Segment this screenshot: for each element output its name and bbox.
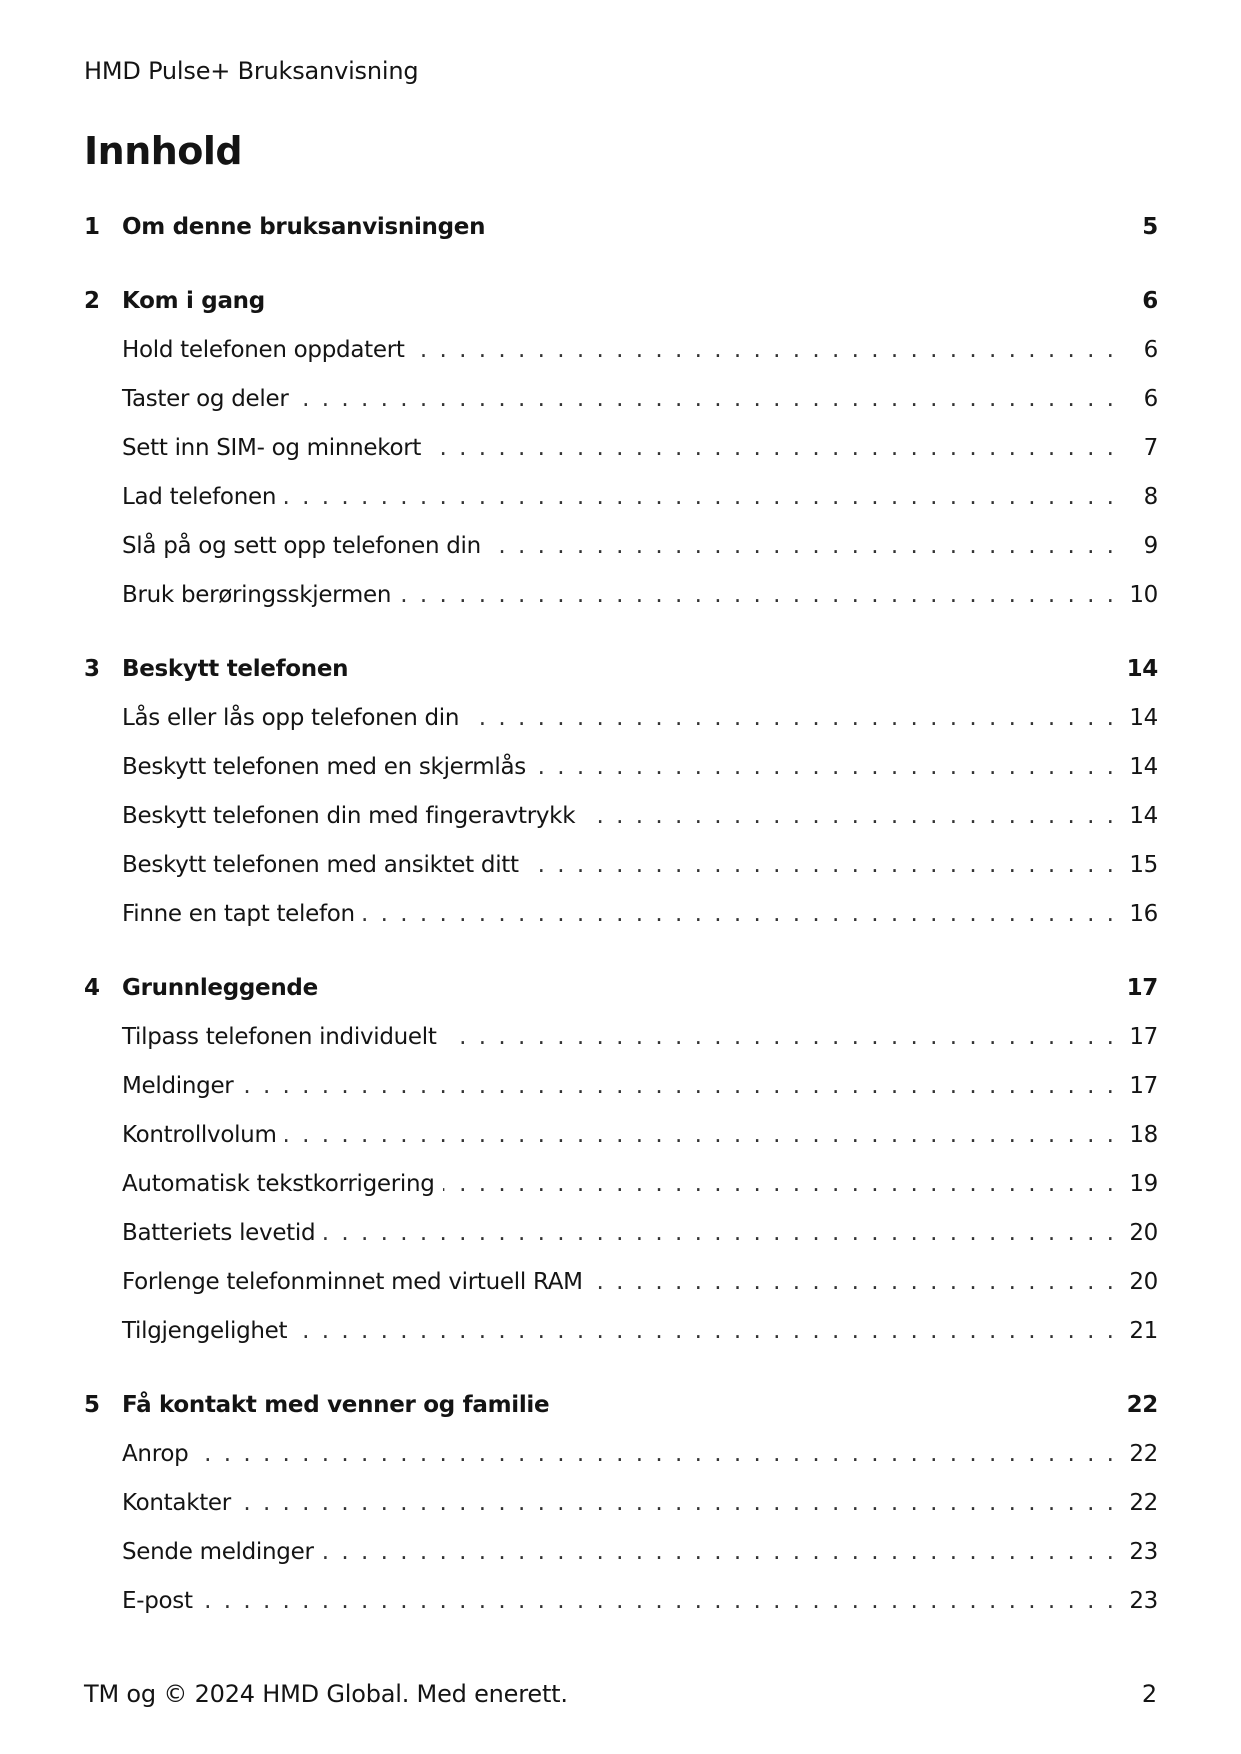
- entry-title: Finne en tapt telefon: [122, 901, 355, 927]
- entry-page-number: 14: [1129, 705, 1158, 731]
- entry-page-number: 9: [1143, 533, 1158, 559]
- entry-title: Kontakter: [122, 1490, 231, 1516]
- entry-title: Taster og deler: [122, 386, 289, 412]
- entry-title: Beskytt telefonen med en skjermlås: [122, 754, 526, 780]
- toc-chapter-section: [84, 656, 1158, 950]
- chapter-title: Få kontakt med venner og familie: [122, 1392, 550, 1418]
- entry-page-number: 16: [1129, 901, 1158, 927]
- chapter-number: 1: [84, 214, 100, 240]
- dot-leader: [527, 852, 1114, 878]
- entry-page-number: 6: [1143, 386, 1158, 412]
- entry-page-number: 23: [1129, 1588, 1158, 1614]
- dot-leader: [196, 1441, 1114, 1467]
- dot-leader: [399, 582, 1114, 608]
- entry-title: Beskytt telefonen din med fingeravtrykk: [122, 803, 576, 829]
- chapter-number: 3: [84, 656, 100, 682]
- entry-title: Tilpass telefonen individuelt: [122, 1024, 437, 1050]
- entry-title: Tilgjengelighet: [122, 1318, 288, 1344]
- dot-leader: [284, 484, 1114, 510]
- dot-leader: [363, 901, 1114, 927]
- chapter-title: Grunnleggende: [122, 975, 318, 1001]
- toc-entry-row[interactable]: [84, 705, 1158, 754]
- entry-title: E-post: [122, 1588, 193, 1614]
- entry-title: Sett inn SIM- og minnekort: [122, 435, 422, 461]
- dot-leader: [445, 1024, 1114, 1050]
- chapter-number: 2: [84, 288, 100, 314]
- running-header: HMD Pulse+ Bruksanvisning: [84, 57, 419, 85]
- toc-entry-row[interactable]: [84, 754, 1158, 803]
- entry-page-number: 22: [1129, 1441, 1158, 1467]
- page-footer: [84, 1679, 1157, 1709]
- entry-title: Hold telefonen oppdatert: [122, 337, 405, 363]
- entry-page-number: 18: [1129, 1122, 1158, 1148]
- toc-entry-row[interactable]: [84, 1220, 1158, 1269]
- entry-page-number: 14: [1129, 754, 1158, 780]
- entry-page-number: 8: [1143, 484, 1158, 510]
- chapter-page-number: 14: [1126, 656, 1158, 682]
- entry-page-number: 17: [1129, 1073, 1158, 1099]
- entry-page-number: 20: [1129, 1220, 1158, 1246]
- entry-title: Forlenge telefonminnet med virtuell RAM: [122, 1269, 583, 1295]
- toc-chapter-row[interactable]: [84, 288, 1158, 337]
- toc-chapter-section: [84, 214, 1158, 263]
- toc-entry-row[interactable]: [84, 1318, 1158, 1367]
- chapter-page-number: 5: [1142, 214, 1158, 240]
- page-number: 2: [1141, 1680, 1157, 1708]
- toc-entry-row[interactable]: [84, 386, 1158, 435]
- entry-title: Lås eller lås opp telefonen din: [122, 705, 460, 731]
- toc-entry-row[interactable]: [84, 1490, 1158, 1539]
- dot-leader: [285, 1122, 1114, 1148]
- entry-page-number: 20: [1129, 1269, 1158, 1295]
- dot-leader: [239, 1490, 1114, 1516]
- dot-leader: [443, 1171, 1114, 1197]
- entry-page-number: 22: [1129, 1490, 1158, 1516]
- dot-leader: [583, 803, 1114, 829]
- entry-page-number: 15: [1129, 852, 1158, 878]
- toc-entry-row[interactable]: [84, 1539, 1158, 1588]
- toc-chapter-section: [84, 975, 1158, 1367]
- toc-chapter-section: [84, 1392, 1158, 1637]
- entry-page-number: 17: [1129, 1024, 1158, 1050]
- dot-leader: [413, 337, 1114, 363]
- copyright-text: TM og © 2024 HMD Global. Med enerett.: [84, 1680, 568, 1708]
- entry-title: Sende meldinger: [122, 1539, 314, 1565]
- dot-leader: [241, 1073, 1114, 1099]
- toc-entry-row[interactable]: [84, 852, 1158, 901]
- toc-entry-row[interactable]: [84, 1588, 1158, 1637]
- toc-entry-row[interactable]: [84, 1073, 1158, 1122]
- toc-entry-row[interactable]: [84, 1269, 1158, 1318]
- table-of-contents: [84, 214, 1158, 1662]
- entry-page-number: 19: [1129, 1171, 1158, 1197]
- entry-page-number: 21: [1129, 1318, 1158, 1344]
- chapter-title: Om denne bruksanvisningen: [122, 214, 486, 240]
- entry-title: Meldinger: [122, 1073, 234, 1099]
- dot-leader: [591, 1269, 1114, 1295]
- entry-title: Anrop: [122, 1441, 189, 1467]
- chapter-page-number: 17: [1126, 975, 1158, 1001]
- chapter-number: 5: [84, 1392, 100, 1418]
- chapter-title: Beskytt telefonen: [122, 656, 349, 682]
- chapter-page-number: 6: [1142, 288, 1158, 314]
- entry-title: Automatisk tekstkorrigering: [122, 1171, 435, 1197]
- toc-entry-row[interactable]: [84, 1171, 1158, 1220]
- toc-entry-row[interactable]: [84, 533, 1158, 582]
- entry-page-number: 14: [1129, 803, 1158, 829]
- dot-leader: [534, 754, 1114, 780]
- entry-title: Batteriets levetid: [122, 1220, 316, 1246]
- toc-entry-row[interactable]: [84, 582, 1158, 631]
- chapter-page-number: 22: [1126, 1392, 1158, 1418]
- toc-entry-row[interactable]: [84, 901, 1158, 950]
- toc-entry-row[interactable]: [84, 337, 1158, 386]
- dot-leader: [322, 1539, 1114, 1565]
- dot-leader: [489, 533, 1114, 559]
- chapter-title: Kom i gang: [122, 288, 265, 314]
- toc-entry-row[interactable]: [84, 1441, 1158, 1490]
- entry-title: Kontrollvolum: [122, 1122, 277, 1148]
- dot-leader: [296, 386, 1114, 412]
- toc-entry-row[interactable]: [84, 1122, 1158, 1171]
- dot-leader: [295, 1318, 1114, 1344]
- entry-title: Lad telefonen: [122, 484, 277, 510]
- entry-title: Slå på og sett opp telefonen din: [122, 533, 481, 559]
- chapter-number: 4: [84, 975, 100, 1001]
- toc-chapter-row[interactable]: [84, 975, 1158, 1024]
- entry-title: Bruk berøringsskjermen: [122, 582, 392, 608]
- toc-entry-row[interactable]: [84, 1024, 1158, 1073]
- toc-entry-row[interactable]: [84, 435, 1158, 484]
- entry-title: Beskytt telefonen med ansiktet ditt: [122, 852, 519, 878]
- toc-chapter-row[interactable]: [84, 214, 1158, 263]
- entry-page-number: 7: [1143, 435, 1158, 461]
- dot-leader: [429, 435, 1114, 461]
- toc-entry-row[interactable]: [84, 484, 1158, 533]
- toc-entry-row[interactable]: [84, 803, 1158, 852]
- entry-page-number: 10: [1129, 582, 1158, 608]
- toc-chapter-row[interactable]: [84, 656, 1158, 705]
- dot-leader: [323, 1220, 1114, 1246]
- page-title: Innhold: [84, 129, 243, 173]
- dot-leader: [467, 705, 1114, 731]
- entry-page-number: 23: [1129, 1539, 1158, 1565]
- dot-leader: [201, 1588, 1114, 1614]
- entry-page-number: 6: [1143, 337, 1158, 363]
- toc-chapter-row[interactable]: [84, 1392, 1158, 1441]
- toc-chapter-section: [84, 288, 1158, 631]
